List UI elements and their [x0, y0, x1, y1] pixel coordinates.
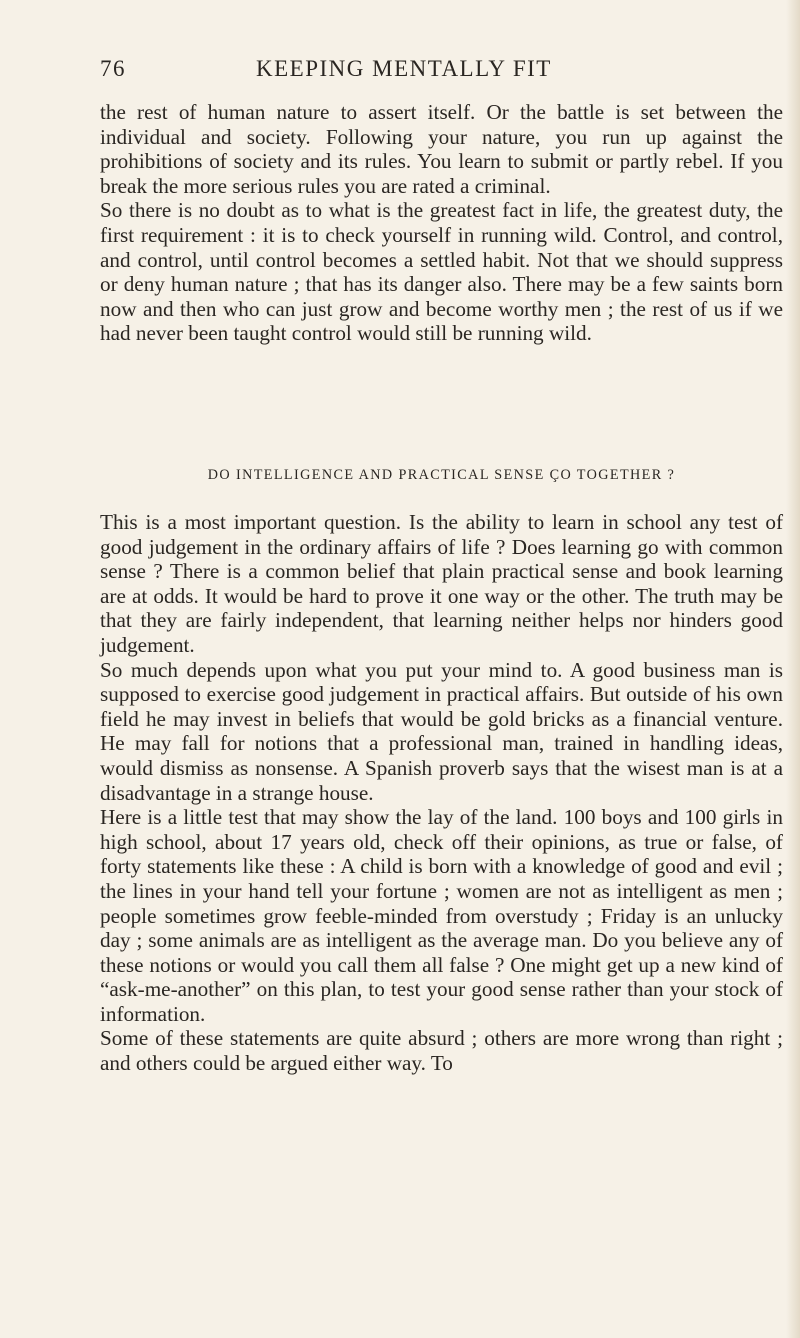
paragraph: So there is no doubt as to what is the greatest fact in life, the greatest duty, the first requirement : it is to check yourself in running wild. Control, and control, and control, until control becomes a settled habit. Not that we should suppress or deny human nature ; that has its danger also. There may be a few saints born now and then who can just grow and become worthy men ; the rest of us if we had never been taught control would still be running wild. [100, 198, 783, 346]
paragraph: Some of these statements are quite absurd ; others are more wrong than right ; and others could be argued either way. To [100, 1026, 783, 1076]
page-edge-shadow [786, 0, 800, 1338]
running-title: KEEPING MENTALLY FIT [256, 56, 552, 81]
section-heading: DO INTELLIGENCE AND PRACTICAL SENSE ÇO TOGETHER ? [207, 467, 676, 483]
page-number: 76 [100, 56, 126, 81]
body-text-bottom [100, 510, 783, 1076]
paragraph: Here is a little test that may show the lay of the land. 100 boys and 100 girls in high school, about 17 years old, check off their opinions, as true or false, of forty statements like these : A child is born with a knowledge of good and evil ; the lines in your hand tell your fortune ; women are not as intelligent as men ; people sometimes grow feeble-minded from overstudy ; Friday is an unlucky day ; some animals are as intelligent as the average man. Do you believe any of these notions or would you call them all false ? One might get up a new kind of “ask-me-another” on this plan, to test your good sense rather than your stock of information. [100, 805, 783, 1026]
running-head [100, 52, 605, 92]
paragraph: So much depends upon what you put your mind to. A good business man is supposed to exercise good judgement in practical affairs. But outside of his own field he may invest in beliefs that would be gold bricks as a financial venture. He may fall for notions that a professional man, trained in handling ideas, would dismiss as nonsense. A Spanish proverb says that the wisest man is at a disadvantage in a strange house. [100, 657, 783, 805]
body-text-top [100, 100, 783, 346]
paragraph: the rest of human nature to assert itself. Or the battle is set between the individual and society. Following your nature, you run up against the prohibitions of society and its rules. You learn to submit or partly rebel. If you break the more serious rules you are rated a criminal. [100, 100, 783, 198]
paragraph: This is a most important question. Is the ability to learn in school any test of good judgement in the ordinary affairs of life ? Does learning go with common sense ? There is a common belief that plain practical sense and book learning are at odds. It would be hard to prove it one way or the other. The truth may be that they are fairly independent, that learning neither helps nor hinders good judgement. [100, 510, 783, 657]
